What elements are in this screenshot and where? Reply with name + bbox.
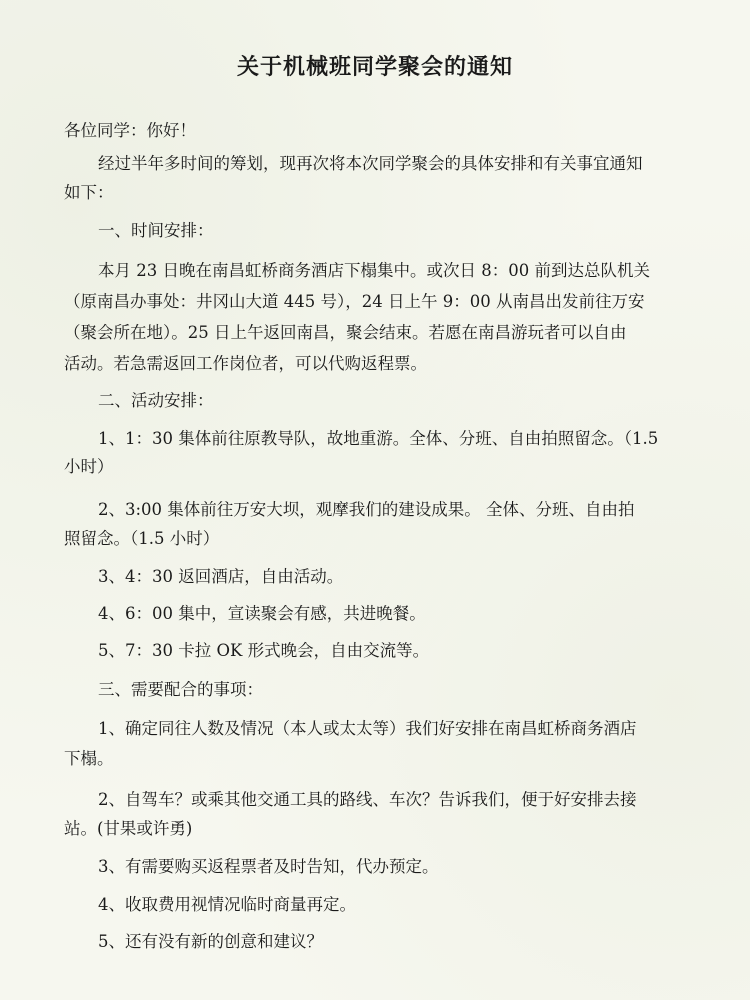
section3-item2-line-1: 2、自驾车？或乘其他交通工具的路线、车次？告诉我们，便于好安排去接 (98, 790, 637, 809)
section3-heading: 三、需要配合的事项： (98, 680, 263, 699)
section1-line-1: 本月 23 日晚在南昌虹桥商务酒店下榻集中。或次日 8：00 前到达总队机关 (98, 261, 650, 280)
section3-item1-line-2: 下榻。 (64, 749, 114, 768)
document-title: 关于机械班同学聚会的通知 (236, 54, 513, 80)
section2-item2-line-1: 2、3:00 集体前往万安大坝，观摩我们的建设成果。 全体、分班、自由拍 (98, 500, 635, 519)
section3-item3: 3、有需要购买返程票者及时告知，代办预定。 (98, 857, 439, 876)
greeting: 各位同学：你好！ (64, 121, 196, 140)
section1-line-4: 活动。若急需返回工作岗位者，可以代购返程票。 (64, 354, 427, 373)
section3-item2-line-2: 站。(甘果或许勇) (64, 819, 193, 838)
intro-line-2: 如下： (64, 183, 114, 202)
section2-item1-line-1: 1、1：30 集体前往原教导队，故地重游。全体、分班、自由拍照留念。（1.5 (98, 429, 659, 448)
section1-line-3: （聚会所在地）。25 日上午返回南昌，聚会结束。若愿在南昌游玩者可以自由 (64, 323, 627, 342)
section2-item5: 5、7：30 卡拉 OK 形式晚会，自由交流等。 (98, 641, 430, 660)
section1-line-2: （原南昌办事处：井冈山大道 445 号），24 日上午 9：00 从南昌出发前往万安 (64, 292, 645, 311)
section2-item4: 4、6：00 集中，宣读聚会有感，共进晚餐。 (98, 604, 426, 623)
section1-heading: 一、时间安排： (98, 221, 214, 240)
section3-item4: 4、收取费用视情况临时商量再定。 (98, 895, 356, 914)
section3-item5: 5、还有没有新的创意和建议？ (98, 932, 323, 951)
section2-item1-line-2: 小时） (64, 457, 114, 476)
section2-item3: 3、4：30 返回酒店，自由活动。 (98, 567, 344, 586)
section2-item2-line-2: 照留念。（1.5 小时） (64, 529, 220, 548)
section3-item1-line-1: 1、确定同往人数及情况（本人或太太等）我们好安排在南昌虹桥商务酒店 (98, 719, 637, 738)
intro-line-1: 经过半年多时间的筹划，现再次将本次同学聚会的具体安排和有关事宜通知 (98, 154, 643, 173)
section2-heading: 二、活动安排： (98, 391, 214, 410)
